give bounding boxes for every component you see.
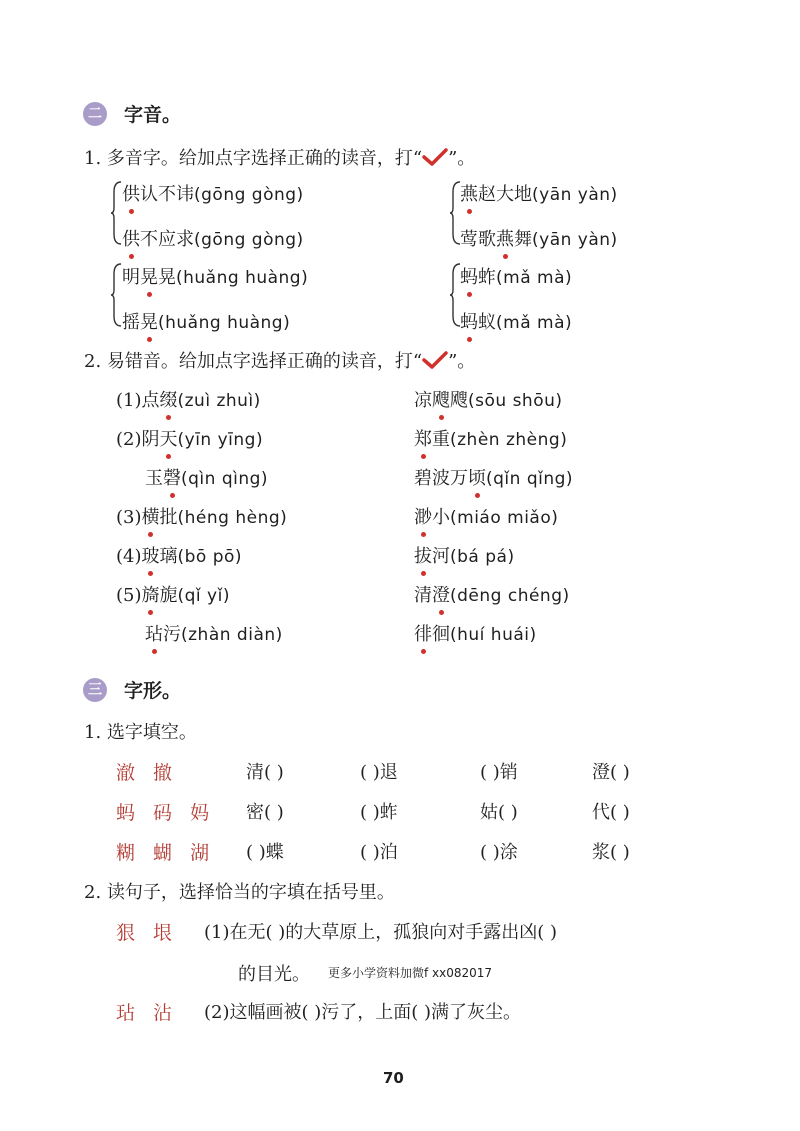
fill-blank[interactable]: ( )退	[360, 762, 398, 783]
section-title-sound: 字音。	[124, 104, 182, 126]
polyphone-item: 明晃晃(huǎng huàng)	[122, 263, 308, 289]
pinyin-options[interactable]: (zhèn zhèng)	[450, 430, 568, 450]
char-options: 糊 蝴 湖	[116, 842, 216, 864]
fill-blank[interactable]: ( )涂	[480, 842, 518, 863]
error-prone-item: 碧波万顷(qǐn qǐng)	[414, 464, 573, 490]
fill-blank[interactable]: 清( )	[246, 762, 284, 783]
sentence-2[interactable]: (2)这幅画被( )污了，上面( )满了灰尘。	[204, 1002, 522, 1023]
pinyin-options[interactable]: (mǎ mà)	[496, 313, 573, 333]
error-prone-item: 渺小(miáo miǎo)	[414, 503, 558, 529]
error-prone-item: (4)玻璃(bō pō)	[116, 542, 242, 568]
brace-icon	[110, 180, 122, 246]
pinyin-options[interactable]: (gōng gòng)	[194, 230, 304, 250]
char-options: 狠 垠	[116, 922, 179, 944]
error-prone-item: 郑重(zhèn zhèng)	[414, 425, 567, 451]
fill-blank[interactable]: 密( )	[246, 802, 284, 823]
polyphone-item: 蚂蚱(mǎ mà)	[460, 263, 572, 289]
pinyin-options[interactable]: (miáo miǎo)	[450, 508, 559, 528]
char-options: 澈 撤	[116, 762, 179, 784]
pinyin-options[interactable]: (mǎ mà)	[496, 268, 573, 288]
pinyin-options[interactable]: (héng hèng)	[177, 508, 288, 528]
error-prone-item: (1)点缀(zuì zhuì)	[116, 386, 261, 412]
error-prone-item: 清澄(dēng chéng)	[414, 581, 570, 607]
sentence-1[interactable]: (1)在无( )的大草原上，孤狼向对手露出凶( )	[204, 922, 558, 943]
section-title-shape: 字形。	[124, 680, 182, 702]
page-number: 70	[383, 1069, 404, 1087]
pinyin-options[interactable]: (qìn qìng)	[181, 469, 269, 489]
polyphone-item: 供认不讳(gōng gòng)	[122, 180, 304, 206]
section-badge: 二	[83, 102, 107, 126]
pinyin-options[interactable]: (huǎng huàng)	[158, 313, 291, 333]
question-2-error-prone	[84, 347, 475, 373]
pinyin-options[interactable]: (qǐ yǐ)	[177, 586, 230, 606]
pinyin-options[interactable]: (sōu shōu)	[468, 391, 563, 411]
question-suffix: ”。	[448, 351, 476, 372]
polyphone-item: 蚂蚁(mǎ mà)	[460, 308, 572, 334]
pinyin-options[interactable]: (dēng chéng)	[450, 586, 570, 606]
pinyin-options[interactable]: (qǐn qǐng)	[486, 469, 574, 489]
pinyin-options[interactable]: (gōng gòng)	[194, 185, 304, 205]
fill-blank[interactable]: ( )泊	[360, 842, 398, 863]
check-icon	[422, 148, 448, 166]
fill-blank[interactable]: 澄( )	[592, 762, 630, 783]
pinyin-options[interactable]: (zhàn diàn)	[181, 625, 283, 645]
pinyin-options[interactable]: (yīn yīng)	[177, 430, 264, 450]
question-text: 2. 易错音。给加点字选择正确的读音，打“	[84, 351, 423, 372]
error-prone-item: (5)旖旎(qǐ yǐ)	[116, 581, 230, 607]
error-prone-item: (2)阴天(yīn yīng)	[116, 425, 263, 451]
char-options: 蚂 码 妈	[116, 802, 216, 824]
error-prone-item: 拔河(bá pá)	[414, 542, 515, 568]
fill-blank[interactable]: 代( )	[592, 802, 630, 823]
question-text: 1. 多音字。给加点字选择正确的读音，打“	[84, 148, 423, 169]
char-options: 玷 沾	[116, 1002, 179, 1024]
check-icon	[422, 351, 448, 369]
question-choose-char: 1. 选字填空。	[84, 722, 197, 743]
fill-blank[interactable]: ( )蝶	[246, 842, 284, 863]
polyphone-item: 摇晃(huǎng huàng)	[122, 308, 290, 334]
question-1-polyphone	[84, 144, 475, 170]
error-prone-item: 凉飕飕(sōu shōu)	[414, 386, 563, 412]
fill-blank[interactable]: 姑( )	[480, 802, 518, 823]
fill-blank[interactable]: 浆( )	[592, 842, 630, 863]
pinyin-options[interactable]: (bō pō)	[177, 547, 243, 567]
question-sentence: 2. 读句子，选择恰当的字填在括号里。	[84, 882, 395, 903]
pinyin-options[interactable]: (zuì zhuì)	[177, 391, 261, 411]
error-prone-item: 玷污(zhàn diàn)	[145, 620, 283, 646]
error-prone-item: (3)横批(héng hèng)	[116, 503, 287, 529]
question-suffix: ”。	[448, 148, 476, 169]
sentence-1-cont: 的目光。	[238, 964, 310, 985]
pinyin-options[interactable]: (bá pá)	[450, 547, 515, 567]
error-prone-item: 徘徊(huí huái)	[414, 620, 537, 646]
error-prone-item: 玉磬(qìn qìng)	[145, 464, 268, 490]
brace-icon	[110, 262, 122, 328]
fill-blank[interactable]: ( )蚱	[360, 802, 398, 823]
pinyin-options[interactable]: (yān yàn)	[532, 230, 618, 250]
section-badge: 三	[83, 678, 107, 702]
pinyin-options[interactable]: (yān yàn)	[532, 185, 618, 205]
promo-note: 更多小学资料加微f xx082017	[328, 966, 493, 980]
polyphone-item: 莺歌燕舞(yān yàn)	[460, 225, 618, 251]
polyphone-item: 供不应求(gōng gòng)	[122, 225, 304, 251]
polyphone-item: 燕赵大地(yān yàn)	[460, 180, 618, 206]
pinyin-options[interactable]: (huǎng huàng)	[176, 268, 309, 288]
fill-blank[interactable]: ( )销	[480, 762, 518, 783]
pinyin-options[interactable]: (huí huái)	[450, 625, 537, 645]
